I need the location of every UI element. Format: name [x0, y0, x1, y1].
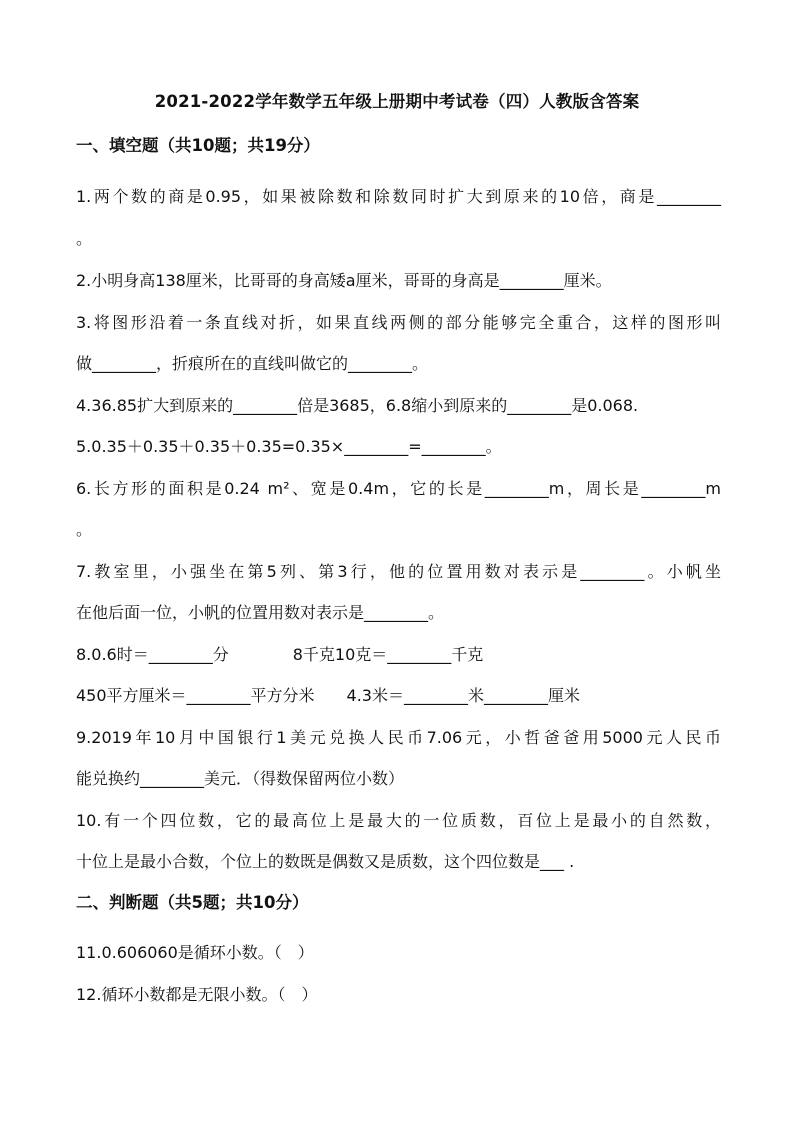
question-7-line-1: 7.教室里，小强坐在第5列、第3行，他的位置用数对表示是________。小帆坐: [76, 562, 721, 581]
question-8-line-2: 450平方厘米＝________平方分米 4.3米＝________米________厘米: [76, 686, 580, 705]
question-8-line-1: 8.0.6时＝________分 8千克10克＝________千克: [76, 645, 484, 664]
question-2: 2.小明身高138厘米，比哥哥的身高矮a厘米，哥哥的身高是________厘米。: [76, 271, 612, 290]
question-3-line-2: 做________，折痕所在的直线叫做它的________。: [76, 354, 429, 373]
question-10-line-2: 十位上是最小合数，个位上的数既是偶数又是质数，这个四位数是___ .: [76, 852, 575, 871]
question-1-line-1: 1.两个数的商是0.95，如果被除数和除数同时扩大到原来的10倍，商是________: [76, 187, 721, 206]
question-12: 12.循环小数都是无限小数。（ ）: [76, 985, 318, 1004]
question-6-line-1: 6.长方形的面积是0.24 m²、宽是0.4m，它的长是________m，周长是________m: [76, 479, 721, 498]
question-1-line-2: 。: [76, 229, 93, 248]
section-heading-true-false: 二、判断题（共5题；共10分）: [76, 893, 309, 912]
question-9-line-1: 9.2019年10月中国银行1美元兑换人民币7.06元，小哲爸爸用5000元人民币: [76, 728, 721, 747]
question-6-line-2: 。: [76, 520, 93, 539]
question-5: 5.0.35＋0.35＋0.35＋0.35=0.35×________=________。: [76, 437, 502, 456]
question-3-line-1: 3.将图形沿着一条直线对折，如果直线两侧的部分能够完全重合，这样的图形叫: [76, 313, 721, 332]
question-4: 4.36.85扩大到原来的________倍是3685，6.8缩小到原来的________是0.068.: [76, 396, 639, 415]
question-11: 11.0.606060是循环小数。（ ）: [76, 943, 314, 962]
page-title: 2021-2022学年数学五年级上册期中考试卷（四）人教版含答案: [154, 92, 640, 111]
question-7-line-2: 在他后面一位，小帆的位置用数对表示是________。: [76, 603, 445, 622]
question-10-line-1: 10.有一个四位数，它的最高位上是最大的一位质数，百位上是最小的自然数，: [76, 811, 721, 830]
section-heading-fill-in: 一、填空题（共10题；共19分）: [76, 136, 320, 155]
question-9-line-2: 能兑换约________美元．（得数保留两位小数）: [76, 769, 405, 788]
